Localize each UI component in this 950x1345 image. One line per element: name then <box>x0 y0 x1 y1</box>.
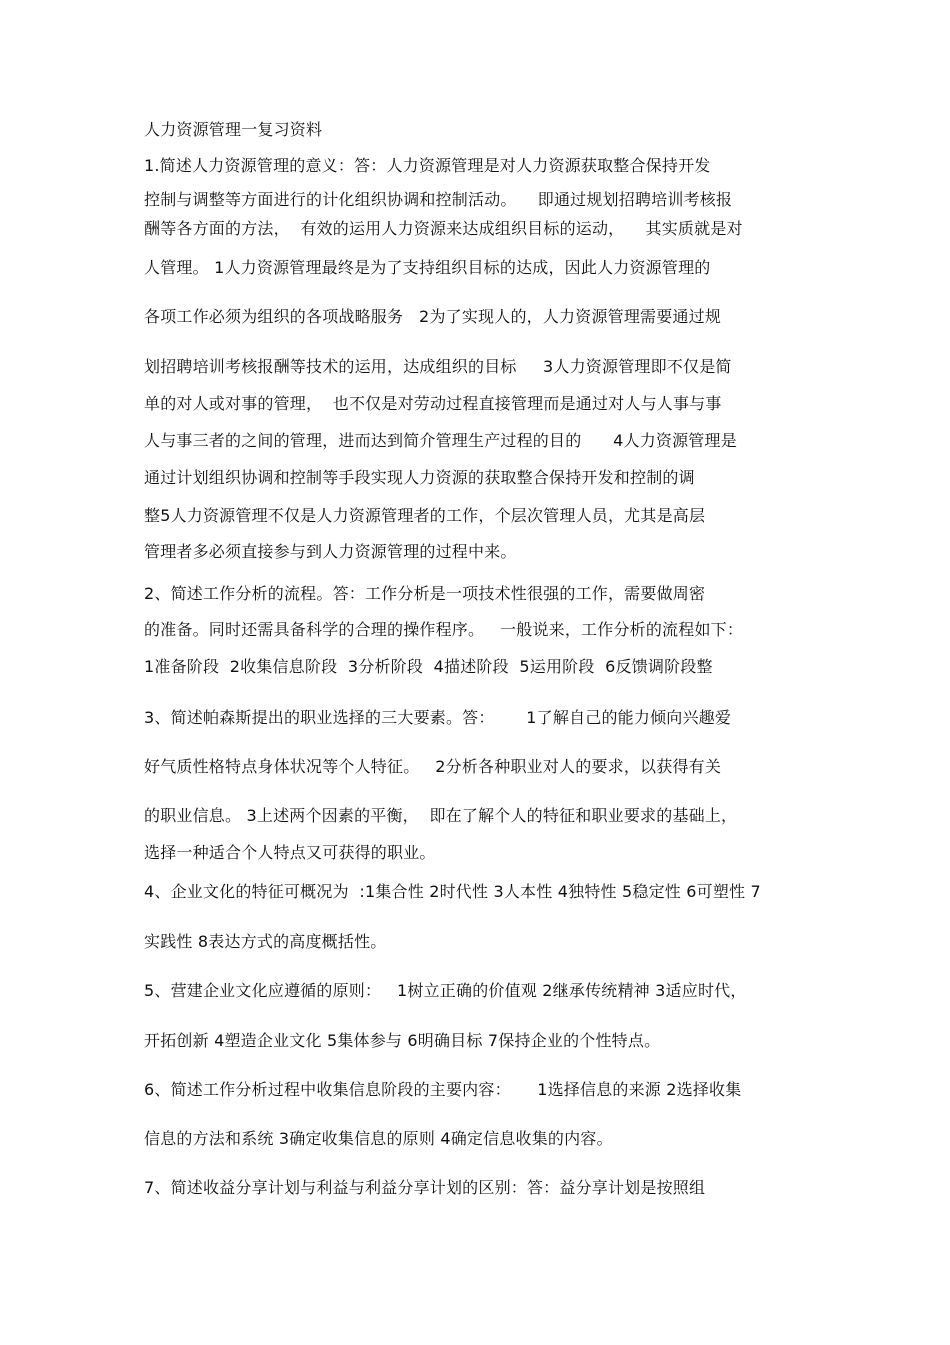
text-line: 开拓创新 4塑造企业文化 5集体参与 6明确目标 7保持企业的个性特点。 <box>144 1031 661 1050</box>
text-line: 单的对人或对事的管理， 也不仅是对劳动过程直接管理而是通过对人与人事与事 <box>144 394 722 413</box>
text-line: 信息的方法和系统 3确定收集信息的原则 4确定信息收集的内容。 <box>144 1129 613 1148</box>
document-title: 人力资源管理一复习资料 <box>144 120 323 139</box>
section-heading: 2、简述工作分析的流程。答：工作分析是一项技术性很强的工作，需要做周密 <box>144 584 706 603</box>
text-line: 整5人力资源管理不仅是人力资源管理者的工作，个层次管理人员，尤其是高层 <box>144 506 706 525</box>
section-heading: 6、简述工作分析过程中收集信息阶段的主要内容： 1选择信息的来源 2选择收集 <box>144 1080 742 1099</box>
text-line: 酬等各方面的方法， 有效的运用人力资源来达成组织目标的运动， 其实质就是对 <box>144 219 743 238</box>
text-line: 的准备。同时还需具备科学的合理的操作程序。 一般说来，工作分析的流程如下： <box>144 620 744 639</box>
section-heading: 4、企业文化的特征可概况为 :1集合性 2时代性 3人本性 4独特性 5稳定性 6可塑性 7 <box>144 882 761 901</box>
text-line: 1.简述人力资源管理的意义：答：人力资源管理是对人力资源获取整合保持开发 <box>144 156 711 175</box>
text-line: 控制与调整等方面进行的计化组织协调和控制活动。 即通过规划招聘培训考核报 <box>144 190 733 209</box>
section-heading: 3、简述帕森斯提出的职业选择的三大要素。答： 1了解自己的能力倾向兴趣爱 <box>144 708 732 727</box>
text-line: 管理者多必须直接参与到人力资源管理的过程中来。 <box>144 542 517 561</box>
text-line: 各项工作必须为组织的各项战略服务 2为了实现人的，人力资源管理需要通过规 <box>144 307 722 326</box>
text-line: 实践性 8表达方式的高度概括性。 <box>144 932 387 951</box>
text-line: 人管理。 1人力资源管理最终是为了支持组织目标的达成，因此人力资源管理的 <box>144 258 711 277</box>
section-heading: 5、营建企业文化应遵循的原则： 1树立正确的价值观 2继承传统精神 3适应时代， <box>144 981 747 1000</box>
text-line: 好气质性格特点身体状况等个人特征。 2分析各种职业对人的要求，以获得有关 <box>144 757 722 776</box>
text-line: 人与事三者的之间的管理，进而达到简介管理生产过程的目的 4人力资源管理是 <box>144 431 737 450</box>
text-line: 通过计划组织协调和控制等手段实现人力资源的获取整合保持开发和控制的调 <box>144 468 695 487</box>
text-line: 划招聘培训考核报酬等技术的运用，达成组织的目标 3人力资源管理即不仅是简 <box>144 357 732 376</box>
text-line: 的职业信息。 3上述两个因素的平衡， 即在了解个人的特征和职业要求的基础上， <box>144 806 738 825</box>
text-line: 选择一种适合个人特点又可获得的职业。 <box>144 843 436 862</box>
section-heading: 7、简述收益分享计划与利益与利益分享计划的区别：答：益分享计划是按照组 <box>144 1178 706 1197</box>
text-line: 1准备阶段 2收集信息阶段 3分析阶段 4描述阶段 5运用阶段 6反馈调阶段整 <box>144 657 713 676</box>
